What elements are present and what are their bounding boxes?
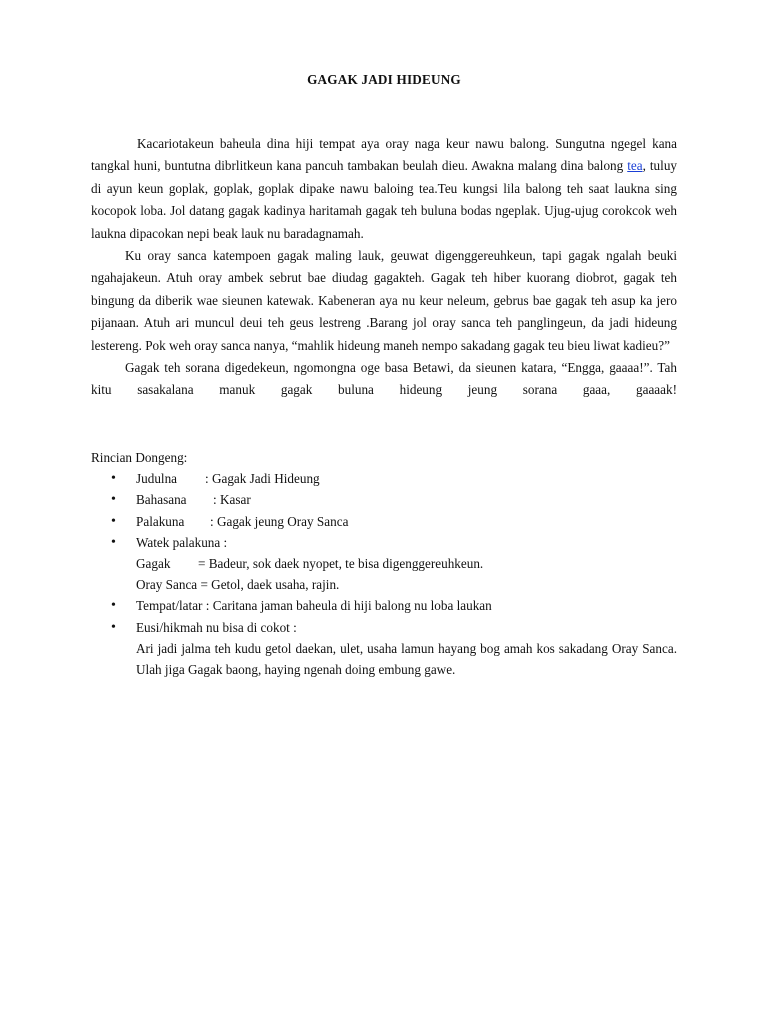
palaku-value: : Gagak jeung Oray Sanca [210, 513, 349, 529]
paragraph-1-text-b: , tuluy di ayun keun goplak, goplak, goplak dipake nawu baloing tea.Teu kungsi lila balong teh saat laukna sing kocopok loba. Jol datang gagak kadinya haritamah gagak teh buluna bodas ngeplak. Ujug-ujug corokcok weh laukna dipacokan nepi beak lauk nu baradagnamah. [91, 158, 678, 241]
details-list [91, 468, 677, 680]
watek-label: • Watek palakuna : [136, 534, 228, 550]
watek-gagak-value: = Badeur, sok daek nyopet, te bisa digenggereuhkeun. [198, 556, 484, 572]
basa-label: Bahasana [136, 492, 187, 508]
tea-link[interactable]: tea [627, 158, 643, 174]
paragraph-1-text-a: Kacariotakeun baheula dina hiji tempat aya oray naga keur nawu balong. Sungutna ngegel kana tangkal huni, buntutna dibrlitkeun kana pancuh tambakan beulah dieu. Awakna malang dina balong [91, 136, 677, 174]
watek-oray: Oray Sanca = Getol, daek usaha, rajin. [136, 577, 340, 593]
basa-value: : Kasar [213, 492, 251, 508]
watek-gagak-label: Gagak [136, 556, 171, 572]
judul-value: : Gagak Jadi Hideung [205, 471, 320, 487]
watek-gagak [136, 553, 677, 574]
story-body [91, 133, 677, 402]
list-item-tempat: • Tempat/latar : Caritana jaman baheula di hiji balong nu loba laukan [91, 595, 677, 616]
list-item-eusi [91, 617, 677, 681]
story-paragraph-3: Gagak teh sorana digedekeun, ngomongna oge basa Betawi, da sieunen katara, “Engga, gaaaa!”. Tah kitu sasakalana manuk gagak buluna hideung jeung sorana gaaa, gaaaak! [91, 360, 677, 398]
story-paragraph-1 [91, 133, 677, 245]
story-paragraph-2: Ku oray sanca katempoen gagak maling lauk, geuwat digenggereuhkeun, tapi gagak ngalah beuki ngahajakeun. Atuh oray ambek sebrut bae diudag gagakteh. Gagak teh hiber kuorang diobrot, gagak teh bingung da diberik wae sieunen katewak. Kabeneran aya nu keur neleum, gebrus bae gagak teh asup ka jero pijanaan. Atuh ari muncul deui teh geus lestreng .Barang jol oray sanca teh panglingeun, da jadi hideung lestereng. Pok weh oray sanca nanya, “mahlik hideung maneh nempo sakadang gagak teu bieu liwat kadieu?” [91, 248, 677, 353]
judul-label: Judulna [136, 471, 178, 487]
list-item-judul [91, 468, 677, 489]
list-item-palaku [91, 511, 677, 532]
palaku-label: Palakuna [136, 513, 185, 529]
story-details [91, 447, 677, 680]
list-item-watek [91, 532, 677, 596]
details-heading: Rincian Dongeng: [91, 450, 188, 465]
list-item-basa [91, 489, 677, 510]
document-title: GAGAK JADI HIDEUNG [307, 72, 461, 87]
eusi-label: • Eusi/hikmah nu bisa di cokot : [136, 619, 297, 635]
eusi-value: Ari jadi jalma teh kudu getol daekan, ulet, usaha lamun hayang bog amah kos sakadang Oray Sanca. Ulah jiga Gagak baong, haying ngenah doing embung gawe. [136, 640, 677, 678]
